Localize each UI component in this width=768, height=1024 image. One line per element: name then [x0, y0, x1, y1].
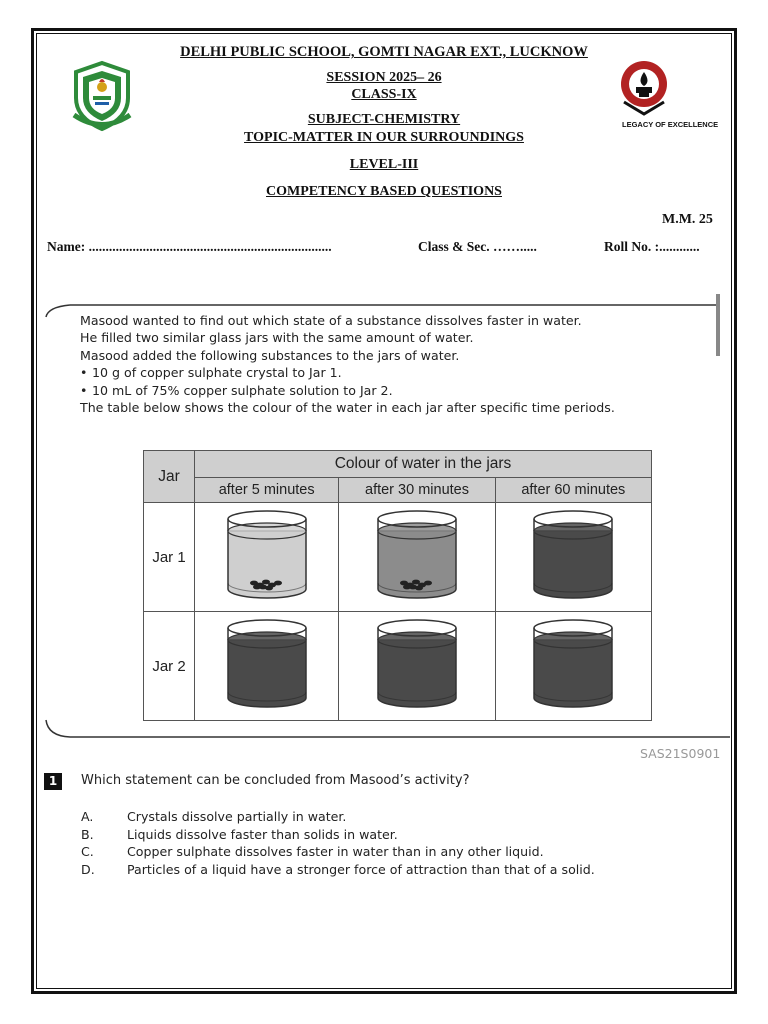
jar-row-label: Jar 2 — [144, 612, 195, 721]
jar-icon — [222, 616, 312, 712]
jar-column-header: Jar — [144, 451, 195, 503]
worksheet-title: COMPETENCY BASED QUESTIONS — [266, 184, 502, 199]
jar-cell — [495, 503, 651, 612]
jar-row-label: Jar 1 — [144, 503, 195, 612]
option-letter: D. — [81, 861, 95, 877]
option-text: Particles of a liquid have a stronger force of attraction than that of a solid. — [127, 861, 595, 877]
stem-line: He filled two similar glass jars with the same amount of water. — [80, 330, 474, 346]
level-label: LEVEL-III — [349, 157, 419, 172]
question-number-badge: 1 — [44, 773, 62, 790]
option-letter: A. — [81, 809, 94, 824]
option-text: Copper sulphate dissolves faster in water than in any other liquid. — [127, 844, 544, 859]
stem-bullet: • 10 g of copper sulphate crystal to Jar 1. — [80, 364, 615, 381]
answer-option-a[interactable] — [81, 808, 595, 826]
jar-icon — [528, 507, 618, 603]
class-label: CLASS-IX — [351, 87, 417, 102]
jar-icon — [372, 507, 462, 603]
option-text: Liquids dissolve faster than solids in water. — [127, 826, 398, 842]
jar-cell — [195, 612, 339, 721]
answer-option-b[interactable] — [81, 826, 595, 844]
stem-line: Masood wanted to find out which state of a substance dissolves faster in water. — [80, 313, 582, 328]
time-column-header: after 30 minutes — [339, 478, 495, 503]
jar-cell — [339, 503, 495, 612]
class-section-field[interactable]: Class & Sec. ……..... — [418, 239, 537, 254]
jar-icon — [222, 507, 312, 603]
colour-group-header: Colour of water in the jars — [195, 451, 652, 478]
option-letter: B. — [81, 826, 94, 842]
legacy-tagline: LEGACY OF EXCELLENCE — [622, 120, 719, 129]
subject-label: SUBJECT-CHEMISTRY — [307, 112, 461, 127]
roll-number-field[interactable]: Roll No. :............ — [604, 239, 700, 254]
session-label: SESSION 2025– 26 — [326, 70, 442, 85]
stem-line: Masood added the following substances to the jars of water. — [80, 347, 460, 363]
time-column-header: after 60 minutes — [495, 478, 651, 503]
stem-line: The table below shows the colour of the water in each jar after specific time periods. — [80, 400, 615, 416]
option-letter: C. — [81, 844, 94, 859]
jar-colour-table — [143, 450, 652, 721]
jar-cell — [339, 612, 495, 721]
stem-bullet: • 10 mL of 75% copper sulphate solution to Jar 2. — [80, 382, 615, 399]
question-code: SAS21S0901 — [640, 746, 721, 761]
jar-cell — [195, 503, 339, 612]
option-text: Crystals dissolve partially in water. — [127, 809, 347, 824]
name-field[interactable]: Name: ........................................................................ — [47, 239, 332, 254]
topic-label: TOPIC-MATTER IN OUR SURROUNDINGS — [244, 130, 524, 145]
answer-option-d[interactable] — [81, 861, 595, 879]
jar-cell — [495, 612, 651, 721]
question-stem — [80, 312, 615, 416]
answer-options — [81, 808, 595, 878]
question-text: Which statement can be concluded from Masood’s activity? — [81, 773, 470, 788]
max-marks: M.M. 25 — [662, 212, 713, 227]
time-column-header: after 5 minutes — [195, 478, 339, 503]
answer-option-c[interactable] — [81, 843, 595, 861]
jar-icon — [528, 616, 618, 712]
jar-icon — [372, 616, 462, 712]
school-name: DELHI PUBLIC SCHOOL, GOMTI NAGAR EXT., LUCKNOW — [180, 44, 588, 60]
